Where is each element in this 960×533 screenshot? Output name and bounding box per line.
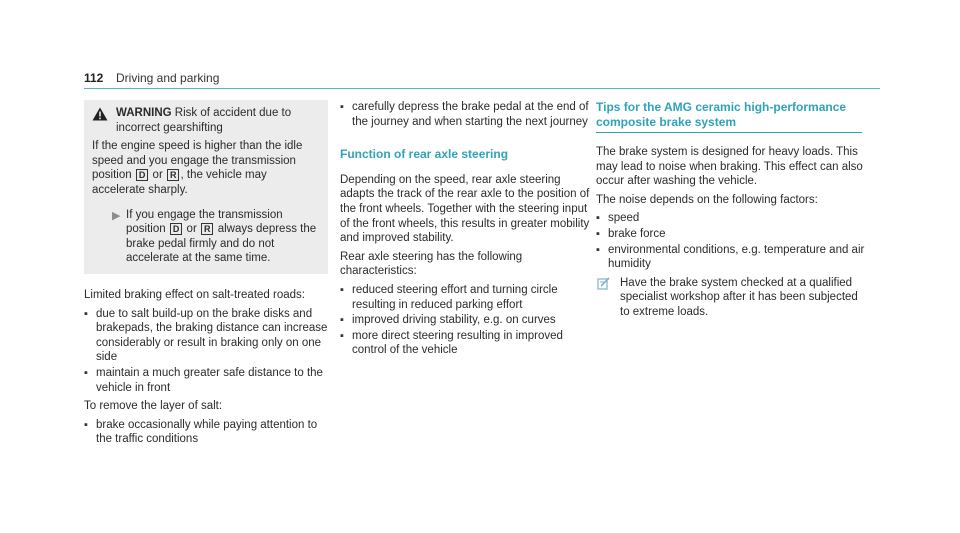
bullet-icon <box>596 243 608 272</box>
salt-bullet-list <box>84 307 328 396</box>
bullet-icon <box>340 329 352 358</box>
bullet-icon <box>340 283 352 312</box>
bullet-icon <box>340 100 352 129</box>
warning-triangle-icon <box>92 107 108 121</box>
bullet-icon <box>84 307 96 365</box>
salt-intro: Limited braking effect on salt-treated roads: <box>84 288 305 301</box>
header-divider <box>84 88 880 89</box>
warning-body-text-2: or <box>152 169 163 182</box>
warning-title: Risk of accident due to incorrect gearshifting <box>116 107 292 134</box>
remove-salt-list <box>84 418 328 447</box>
column-1 <box>84 100 328 451</box>
list-item: ▪ speed <box>596 211 866 226</box>
info-note <box>596 276 866 320</box>
warning-instruction <box>92 208 320 266</box>
warning-body-text-3: , the vehicle may accelerate sharply. <box>92 169 267 196</box>
characteristics-intro: Rear axle steering has the following characteristics: <box>340 250 523 278</box>
warning-header <box>92 106 320 135</box>
factors-list <box>596 211 866 271</box>
info-note-icon <box>596 276 612 290</box>
list-item: ▪ carefully depress the brake pedal at the end of the journey and when starting the next journey <box>340 100 590 129</box>
instruction-text-2: or <box>186 223 197 236</box>
instruction-text-1: If you engage the transmission position <box>126 208 283 236</box>
section-heading-rear-axle: Function of rear axle steering <box>340 147 509 162</box>
column-2 <box>340 100 590 362</box>
list-item: ▪ environmental conditions, e.g. temperature and air humidity <box>596 243 866 272</box>
gear-d-symbol: D <box>170 223 183 235</box>
warning-body-text-1: If the engine speed is higher than the idle speed and you engage the transmission position <box>92 140 303 182</box>
warning-body <box>92 139 320 197</box>
list-item: ▪ reduced steering effort and turning circle resulting in reduced parking effort <box>340 283 590 312</box>
characteristics-list <box>340 283 590 358</box>
bullet-icon <box>340 313 352 328</box>
factors-intro: The noise depends on the following factors: <box>596 193 818 206</box>
bullet-icon <box>596 227 608 242</box>
ceramic-brake-paragraph: The brake system is designed for heavy loads. This may lead to noise when braking. This effect can also occur after washing the vehicle. <box>596 146 863 188</box>
bullet-icon <box>84 418 96 447</box>
gear-r-symbol: R <box>167 169 180 181</box>
warning-box <box>84 100 328 274</box>
column-3 <box>596 100 866 320</box>
section-heading-ceramic-brake: Tips for the AMG ceramic high-performance composite brake system <box>596 100 862 133</box>
warning-instruction-text <box>126 208 320 266</box>
page-number: 112 <box>84 71 104 85</box>
gear-r-symbol: R <box>201 223 214 235</box>
page-header <box>0 0 960 90</box>
rear-axle-paragraph: Depending on the speed, rear axle steering adapts the track of the rear axle to the position of the front wheels. Together with the steering input of the front wheels, this results in greater mobility and improved stability. <box>340 173 590 245</box>
bullet-icon <box>596 211 608 226</box>
list-item: ▪ brake force <box>596 227 866 242</box>
list-item: ▪ more direct steering resulting in improved control of the vehicle <box>340 329 590 358</box>
action-arrow-icon: ▶ <box>112 209 121 222</box>
instruction-text-3: always depress the brake pedal firmly and do not accelerate at the same time. <box>126 223 317 265</box>
list-item: ▪ due to salt build-up on the brake disks and brakepads, the braking distance can increase considerably or result in braking only on one side <box>84 307 328 365</box>
note-text: Have the brake system checked at a qualified specialist workshop after it has been subjected to extreme loads. <box>620 276 858 318</box>
remove-salt-intro: To remove the layer of salt: <box>84 400 223 413</box>
bullet-icon <box>84 366 96 395</box>
list-item: ▪ brake occasionally while paying attention to the traffic conditions <box>84 418 328 447</box>
list-item: ▪ maintain a much greater safe distance to the vehicle in front <box>84 366 328 395</box>
gear-d-symbol: D <box>136 169 149 181</box>
continued-bullet-list <box>340 100 590 129</box>
warning-label: WARNING <box>116 107 172 119</box>
chapter-title: Driving and parking <box>116 71 220 85</box>
warning-title-line <box>116 106 320 135</box>
list-item: ▪ improved driving stability, e.g. on curves <box>340 313 590 328</box>
